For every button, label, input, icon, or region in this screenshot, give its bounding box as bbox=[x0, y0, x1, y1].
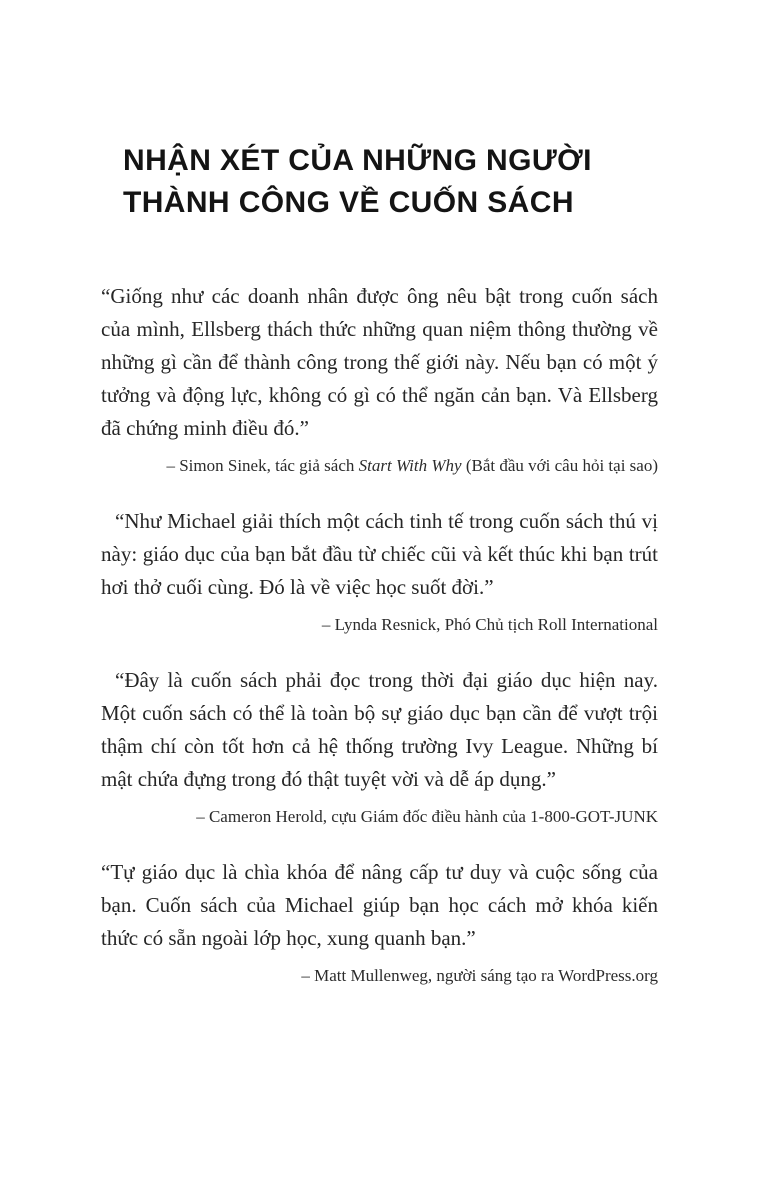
quote-attribution: – Matt Mullenweg, người sáng tạo ra WordPress.org bbox=[301, 966, 658, 985]
page-title-line-2: THÀNH CÔNG VỀ CUỐN SÁCH bbox=[123, 186, 574, 219]
quote-paragraph: “Tự giáo dục là chìa khóa để nâng cấp tư duy và cuộc sống của bạn. Cuốn sách của Michael giúp bạn học cách mở khóa kiến thức có sẵn ngoài lớp học, xung quanh bạn.” bbox=[101, 860, 658, 950]
book-title-italic: Start With Why bbox=[358, 456, 462, 475]
quote-attribution bbox=[101, 455, 658, 477]
attribution-text: – Simon Sinek, tác giả sách bbox=[166, 456, 359, 475]
quote-attribution: – Lynda Resnick, Phó Chủ tịch Roll International bbox=[321, 615, 658, 634]
quote-paragraph: “Như Michael giải thích một cách tinh tế trong cuốn sách thú vị này: giáo dục của bạn bắt đầu từ chiếc cũi và kết thúc khi bạn trút hơi thở cuối cùng. Đó là về việc học suốt đời.” bbox=[101, 509, 658, 599]
text-block bbox=[101, 0, 658, 987]
quote-paragraph: “Giống như các doanh nhân được ông nêu bật trong cuốn sách của mình, Ellsberg thách thức những quan niệm thông thường về những gì cần để thành công trong thế giới này. Nếu bạn có một ý tưởng và động lực, không có gì có thể ngăn cản bạn. Và Ellsberg đã chứng minh điều đó.” bbox=[101, 284, 658, 440]
quote-attribution: – Cameron Herold, cựu Giám đốc điều hành của 1-800-GOT-JUNK bbox=[196, 807, 658, 826]
attribution-text: (Bắt đầu với câu hỏi tại sao) bbox=[461, 456, 658, 475]
quote-paragraph: “Đây là cuốn sách phải đọc trong thời đại giáo dục hiện nay. Một cuốn sách có thể là toàn bộ sự giáo dục bạn cần để vượt trội thậm chí còn tốt hơn cả hệ thống trường Ivy League. Những bí mật chứa đựng trong đó thật tuyệt vời và dễ áp dụng.” bbox=[101, 668, 658, 791]
page-title bbox=[101, 0, 658, 224]
page-title-line-1: NHẬN XÉT CỦA NHỮNG NGƯỜI bbox=[123, 144, 592, 177]
